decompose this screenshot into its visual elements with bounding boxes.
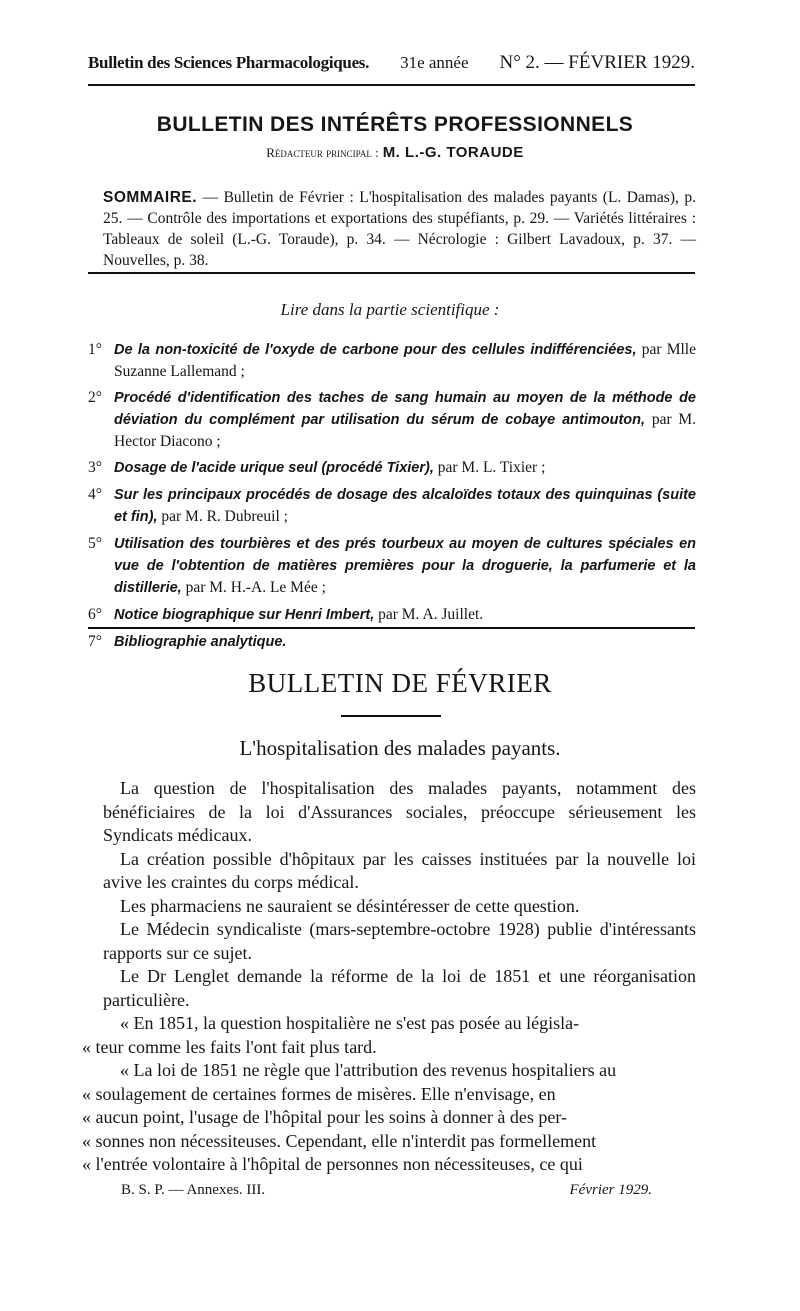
item-author: par M. R. Dubreuil ; <box>161 508 288 525</box>
item-title: Dosage de l'acide urique seul (procédé Tixier), <box>114 460 434 476</box>
header-rule <box>88 84 695 86</box>
item-author: par M. L. Tixier ; <box>437 459 546 476</box>
paragraph: Le Dr Lenglet demande la réforme de la loi de 1851 et une réorganisation particulière. <box>103 966 696 1010</box>
quote-line: « En 1851, la question hospitalière ne s'est pas posée au législa- <box>120 1013 580 1033</box>
page-footer <box>121 1182 652 1199</box>
footer-reference: B. S. P. — Annexes. III. <box>121 1182 266 1198</box>
item-number: 7° <box>88 633 102 650</box>
scientific-intro: Lire dans la partie scientifique : <box>280 300 500 319</box>
quote-line: « soulagement de certaines formes de misères. Elle n'envisage, en <box>82 1083 556 1104</box>
item-number: 6° <box>88 606 102 623</box>
sommaire-heading: SOMMAIRE. <box>103 189 198 206</box>
item-author: par M. Hector Diacono ; <box>114 411 697 450</box>
quote-line: « La loi de 1851 ne règle que l'attribution des revenus hospitaliers au <box>120 1060 617 1080</box>
quote-line: « aucun point, l'usage de l'hôpital pour les soins à donner à des per- <box>82 1107 568 1127</box>
list-item <box>88 339 696 382</box>
item-number: 4° <box>88 486 102 503</box>
article-title: BULLETIN DE FÉVRIER <box>248 668 552 698</box>
quote-line: « teur comme les faits l'ont fait plus tard. <box>82 1036 377 1057</box>
quote-paragraph <box>82 1012 696 1059</box>
editor-name: M. L.-G. TORAUDE <box>382 144 524 161</box>
quote-line: « l'entrée volontaire à l'hôpital de personnes non nécessiteuses, ce qui <box>82 1154 583 1174</box>
item-title: Bibliographie analytique. <box>114 634 287 650</box>
item-title: Sur les principaux procédés de dosage des alcaloïdes totaux des quinquinas (suite et fin), <box>114 487 696 525</box>
editor-line <box>0 144 790 162</box>
journal-year: 31e année <box>400 53 469 72</box>
list-item <box>88 604 696 626</box>
paragraph: La question de l'hospitalisation des malades payants, notamment des bénéficiaires de la loi d'Assurances sociales, préoccupe sérieusement les Syndicats médicaux. <box>103 778 696 845</box>
item-title: Procédé d'identification des taches de sang humain au moyen de la méthode de déviation du complément par utilisation du sérum de cobaye antimouton, <box>114 390 696 428</box>
paragraph: La création possible d'hôpitaux par les caisses instituées par la nouvelle loi avive les craintes du corps médical. <box>103 848 696 892</box>
scientific-list <box>88 339 696 658</box>
item-number: 5° <box>88 535 102 552</box>
item-number: 3° <box>88 459 102 476</box>
editor-label: Rédacteur principal : <box>266 145 379 160</box>
list-item <box>88 484 696 528</box>
item-author: par M. H.-A. Le Mée ; <box>185 579 326 596</box>
sommaire <box>103 187 696 271</box>
running-header <box>88 52 695 74</box>
item-number: 1° <box>88 341 102 358</box>
footer-date: Février 1929. <box>569 1182 652 1198</box>
article-body <box>82 777 696 1177</box>
item-title: De la non-toxicité de l'oxyde de carbone pour des cellules indifférenciées, <box>114 342 637 358</box>
bulletin-title: BULLETIN DES INTÉRÊTS PROFESSIONNELS <box>156 113 634 136</box>
list-item <box>88 631 696 653</box>
quote-line: « sonnes non nécessiteuses. Cependant, elle n'interdit pas formellement <box>82 1130 597 1151</box>
issue-number: N° 2. — FÉVRIER 1929. <box>499 52 695 73</box>
paragraph: Les pharmaciens ne sauraient se désintéresser de cette question. <box>120 895 580 916</box>
sommaire-text: — Bulletin de Février : L'hospitalisation des malades payants (L. Damas), p. 25. — Contrôle des importations et exportations des stupéfiants, p. 29. — Variétés littéraires : Tableaux de soleil (L.-G. Toraude), p. 34. — Nécrologie : Gilbert Lavadoux, p. 37. — Nouvelles, p. 38. <box>103 189 697 269</box>
article-subtitle: L'hospitalisation des malades payants. <box>239 736 561 760</box>
journal-name: Bulletin des Sciences Pharmacologiques. <box>88 53 370 72</box>
title-rule <box>341 715 441 717</box>
sommaire-rule <box>88 272 695 274</box>
item-author: par Mlle Suzanne Lallemand ; <box>114 341 696 380</box>
list-item <box>88 533 696 599</box>
paragraph: Le Médecin syndicaliste (mars-septembre-octobre 1928) publie d'intéressants rapports sur ce sujet. <box>103 919 696 963</box>
list-item <box>88 457 696 479</box>
item-author: par M. A. Juillet. <box>378 606 484 623</box>
list-item <box>88 387 696 452</box>
item-number: 2° <box>88 389 102 406</box>
item-title: Utilisation des tourbières et des prés tourbeux au moyen de cultures spéciales en vue de l'obtention de matières premières pour la droguerie, la parfumerie et la distillerie, <box>114 536 696 596</box>
section-rule <box>88 627 695 629</box>
item-title: Notice biographique sur Henri Imbert, <box>114 607 375 623</box>
quote-paragraph <box>82 1059 696 1177</box>
